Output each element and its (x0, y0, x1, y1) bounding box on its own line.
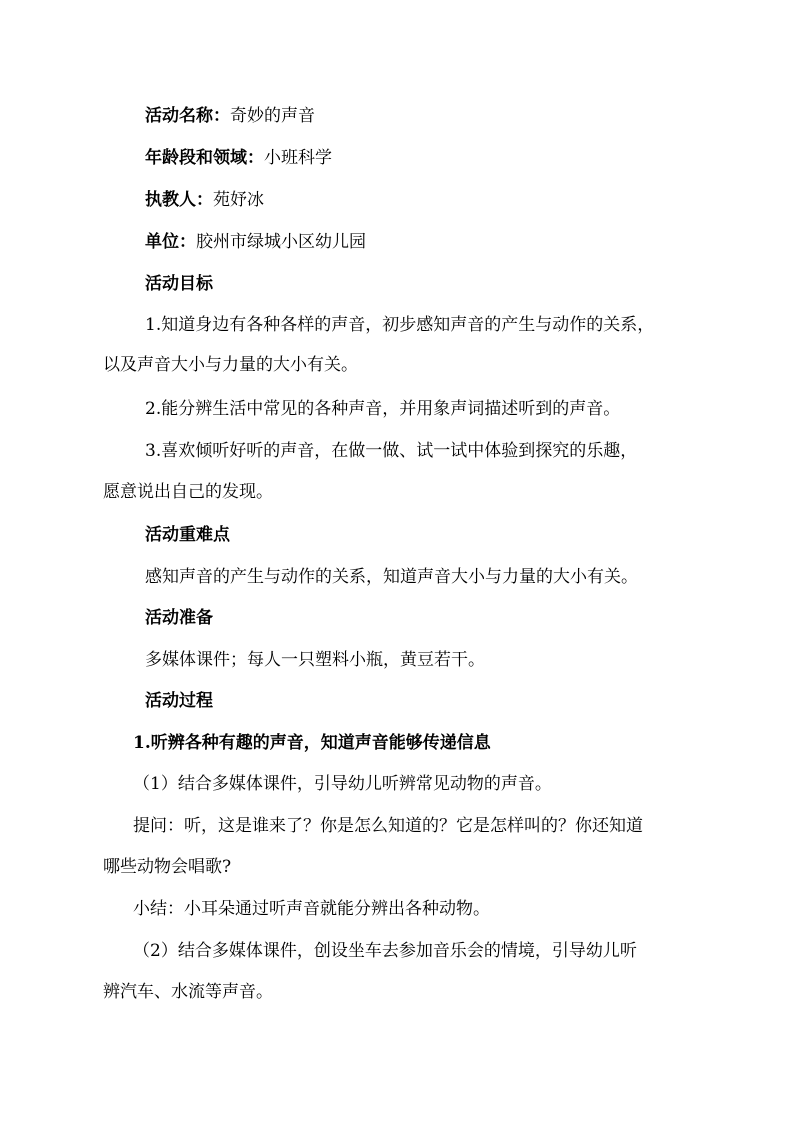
goals-heading: 活动目标 (145, 274, 213, 294)
activity-name-label: 活动名称： (145, 106, 230, 126)
process-heading: 活动过程 (145, 691, 213, 711)
age-domain-value: 小班科学 (264, 148, 332, 168)
activity-name-row (145, 105, 315, 127)
key-points-heading: 活动重难点 (145, 525, 230, 545)
key-points-text: 感知声音的产生与动作的关系，知道声音大小与力量的大小有关。 (145, 567, 638, 587)
goal-1-line-2: 以及声音大小与力量的大小有关。 (103, 355, 358, 375)
age-domain-label: 年龄段和领域： (145, 148, 264, 168)
summary: 小结：小耳朵通过听声音就能分辨出各种动物。 (133, 899, 490, 919)
question-line-2: 哪些动物会唱歌? (103, 857, 232, 877)
step-1-part-2-line-2: 辨汽车、水流等声音。 (103, 982, 273, 1002)
goal-1-line-1: 1.知道身边有各种各样的声音，初步感知声音的产生与动作的关系， (145, 315, 655, 335)
preparation-text: 多媒体课件；每人一只塑料小瓶，黄豆若干。 (145, 650, 485, 670)
goal-3-line-1: 3.喜欢倾听好听的声音，在做一做、试一试中体验到探究的乐趣， (145, 441, 638, 461)
step-1-part-1: （1）结合多媒体课件，引导幼儿听辨常见动物的声音。 (133, 774, 552, 794)
goal-2: 2.能分辨生活中常见的各种声音，并用象声词描述听到的声音。 (145, 399, 621, 419)
unit-value: 胶州市绿城小区幼儿园 (196, 232, 366, 252)
activity-name-value: 奇妙的声音 (230, 106, 315, 126)
question-line-1: 提问：听，这是谁来了？你是怎么知道的？它是怎样叫的？你还知道 (133, 816, 643, 836)
unit-label: 单位： (145, 232, 196, 252)
age-domain-row (145, 147, 332, 169)
preparation-heading: 活动准备 (145, 608, 213, 628)
step-1-part-2-line-1: （2）结合多媒体课件，创设坐车去参加音乐会的情境，引导幼儿听 (133, 941, 637, 961)
step-1-title: 1.听辨各种有趣的声音，知道声音能够传递信息 (133, 733, 491, 753)
unit-row (145, 231, 366, 253)
goal-3-line-2: 愿意说出自己的发现。 (103, 482, 273, 502)
teacher-label: 执教人： (145, 190, 213, 210)
teacher-value: 苑妤冰 (213, 190, 264, 210)
teacher-row (145, 189, 264, 211)
